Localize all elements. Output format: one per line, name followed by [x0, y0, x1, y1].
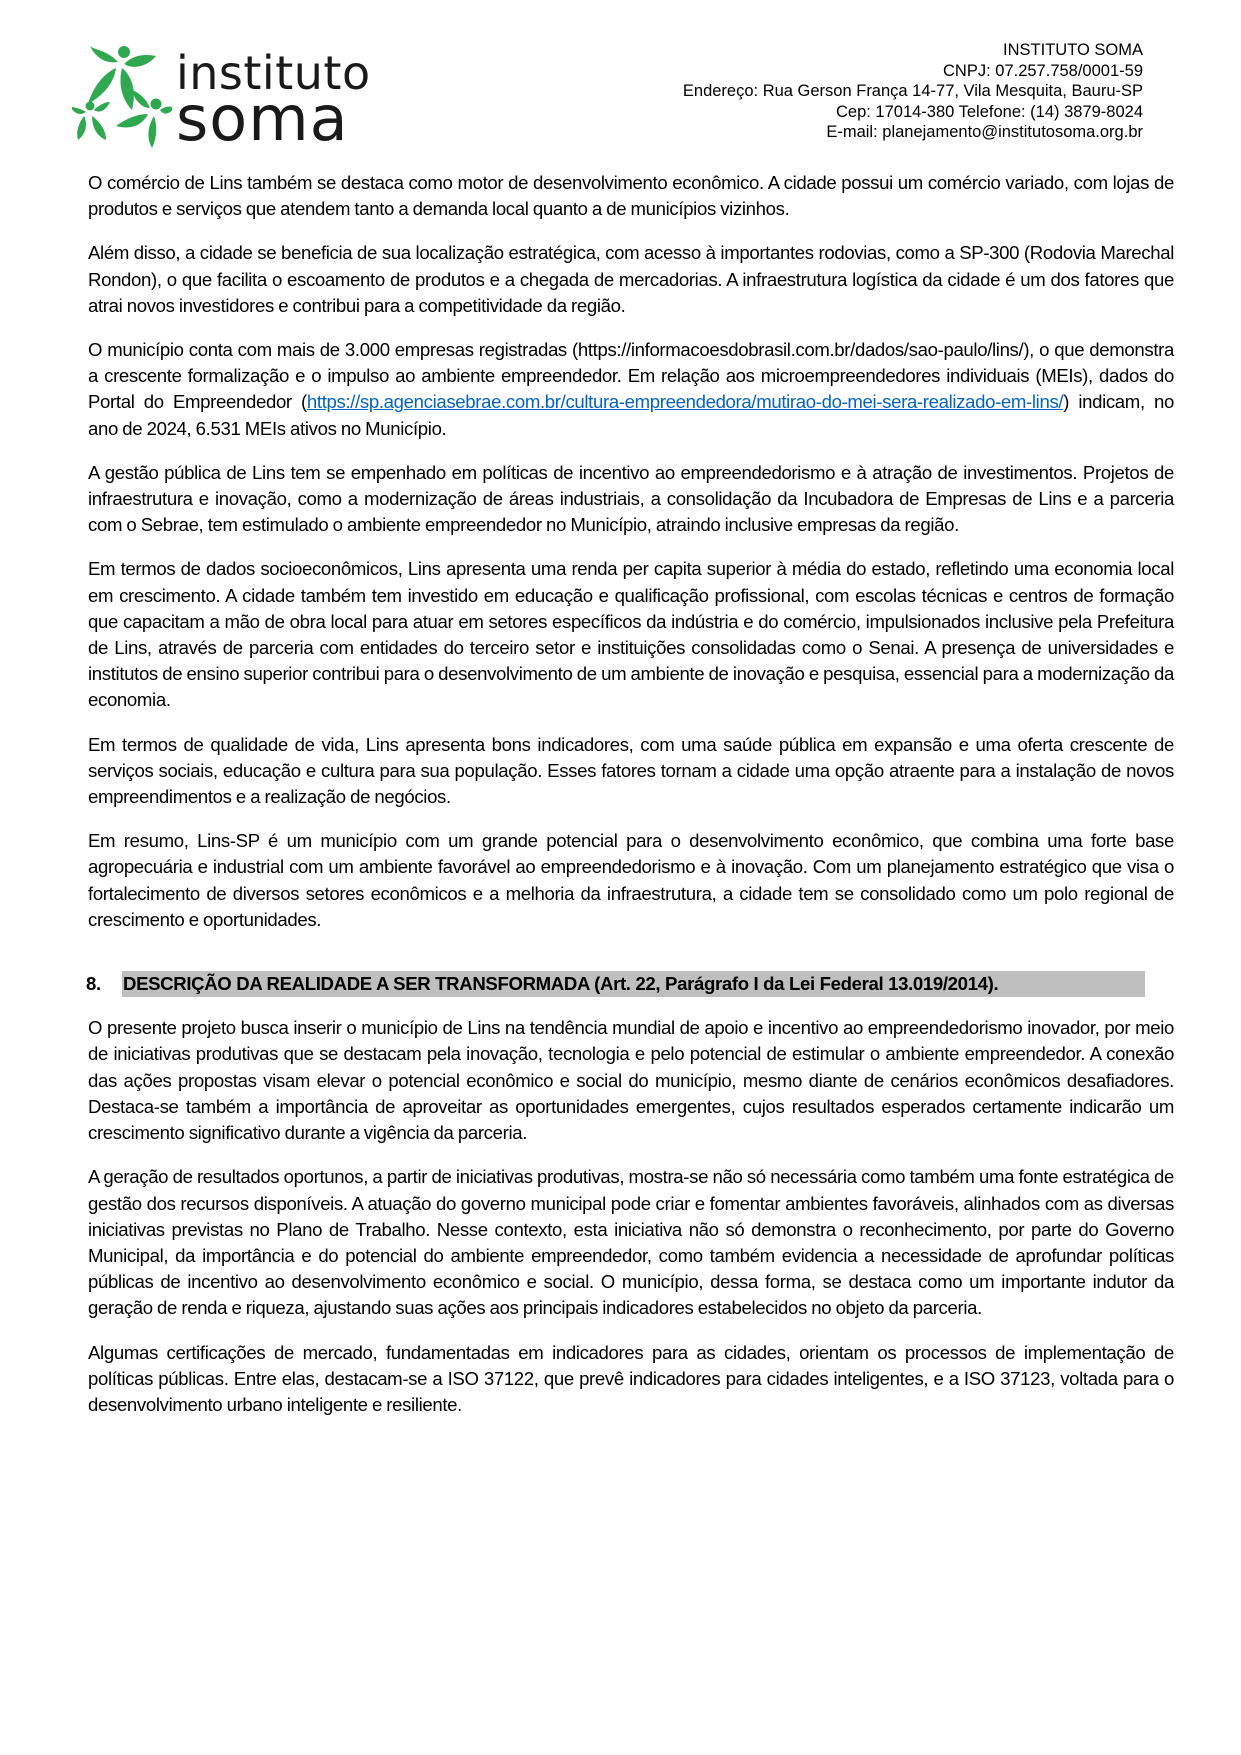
cnpj: CNPJ: 07.257.758/0001-59 [943, 61, 1143, 80]
paragraph-location: Além disso, a cidade se beneficia de sua localização estratégica, com acesso à importantes rodovias, como a SP-300 (Rodovia Marechal Rondon), o que facilita o escoamento de produtos e a chegada de mercadorias. A infraestrutura logística da cidade é um dos fatores que atrai novos investidores e contribui para a competitividade da região. [88, 242, 1174, 316]
leaf-figures-logo-icon [72, 44, 172, 154]
paragraph-companies [88, 337, 1174, 442]
instituto-soma-logo [72, 44, 372, 154]
logo-line-soma: soma [176, 82, 349, 155]
address: Endereço: Rua Gerson França 14-77, Vila Mesquita, Bauru-SP [682, 82, 1143, 100]
letterhead [0, 0, 1241, 155]
document-body [88, 170, 1174, 1436]
paragraph-project-goal: O presente projeto busca inserir o município de Lins na tendência mundial de apoio e incentivo ao empreendedorismo inovador, por meio de iniciativas produtivas que se destacam pela inovação, tecnologia e pelo potencial de estimular o ambiente empreendedor. A conexão das ações propostas visam elevar o potencial econômico e social do município, mesmo diante de cenários econômicos desafiadores. Destaca-se também a importância de aproveitar as oportunidades emergentes, cujos resultados esperados certamente indicarão um crescimento significativo durante a vigência da parceria. [88, 1017, 1174, 1144]
paragraph-companies-text-b: ) indicam, no ano de 2024, 6.531 MEIs ativos no Município. [88, 391, 1174, 439]
section-title: DESCRIÇÃO DA REALIDADE A SER TRANSFORMADA (Art. 22, Parágrafo I da Lei Federal 13.019/2014). [122, 971, 1145, 997]
paragraph-certifications: Algumas certificações de mercado, fundamentadas em indicadores para as cidades, orientam os processos de implementação de políticas públicas. Entre elas, destacam-se a ISO 37122, que prevê indicadores para cidades inteligentes, e a ISO 37123, voltada para o desenvolvimento urbano inteligente e resiliente. [88, 1341, 1174, 1415]
section-number: 8. [86, 973, 101, 995]
logo-line-instituto: instituto [176, 46, 371, 100]
section-heading-8 [86, 971, 1174, 997]
cep-phone: Cep: 17014-380 Telefone: (14) 3879-8024 [835, 102, 1143, 121]
paragraph-results: A geração de resultados oportunos, a partir de iniciativas produtivas, mostra-se não só necessária como também uma fonte estratégica de gestão dos recursos disponíveis. A atuação do governo municipal pode criar e fomentar ambientes favoráveis, alinhados com as diversas iniciativas previstas no Plano de Trabalho. Nesse contexto, esta iniciativa não só demonstra o reconhecimento, por parte do Governo Municipal, da importância e do potencial do ambiente empreendedor, como também evidencia a necessidade de aprofundar políticas públicas de incentivo ao desenvolvimento econômico e social. O município, dessa forma, se destaca como um importante indutor da geração de renda e riqueza, ajustando suas ações aos principais indicadores estabelecidos no objeto da parceria. [88, 1166, 1174, 1319]
paragraph-quality-of-life: Em termos de qualidade de vida, Lins apresenta bons indicadores, com uma saúde pública em expansão e uma oferta crescente de serviços sociais, educação e cultura para sua população. Esses fatores tornam a cidade uma opção atraente para a instalação de novos empreendimentos e a realização de negócios. [88, 733, 1174, 808]
paragraph-companies-text-a: O município conta com mais de 3.000 empresas registradas (https://informacoesdobrasil.com.br/dados/sao-paulo/lins/), o que demonstra a crescente formalização e o impulso ao ambiente empreendedor. Em relação aos microempreendedores individuais (MEIs), dados do Portal do Empreendedor ( [88, 339, 1174, 413]
email: E-mail: planejamento@institutosoma.org.br [826, 123, 1143, 141]
logo-wordmark [176, 46, 371, 155]
paragraph-socioeconomic: Em termos de dados socioeconômicos, Lins apresenta uma renda per capita superior à média do estado, refletindo uma economia local em crescimento. A cidade também tem investido em educação e qualificação profissional, com escolas técnicas e centros de formação que capacitam a mão de obra local para atuar em setores específicos da indústria e do comércio, impulsionados inclusive pela Prefeitura de Lins, através de parceria com entidades do terceiro setor e instituições consolidadas como o Senai. A presença de universidades e institutos de ensino superior contribui para o desenvolvimento de um ambiente de inovação e pesquisa, essencial para a modernização da economia. [88, 558, 1174, 711]
paragraph-public-management: A gestão pública de Lins tem se empenhado em políticas de incentivo ao empreendedorismo e à atração de investimentos. Projetos de infraestrutura e inovação, como a modernização de áreas industriais, a consolidação da Incubadora de Empresas de Lins e a parceria com o Sebrae, tem estimulado o ambiente empreendedor no Município, atraindo inclusive empresas da região. [88, 461, 1174, 536]
sebrae-link[interactable]: https://sp.agenciasebrae.com.br/cultura-empreendedora/mutirao-do-mei-sera-realizado-em-lins/ [306, 391, 1064, 413]
paragraph-summary: Em resumo, Lins-SP é um município com um grande potencial para o desenvolvimento econômico, que combina uma forte base agropecuária e industrial com um ambiente favorável ao empreendedorismo e à inovação. Com um planejamento estratégico que visa o fortalecimento de diversos setores econômicos e a melhoria da infraestrutura, a cidade tem se consolidado como um polo regional de crescimento e oportunidades. [88, 830, 1174, 930]
contact-block [683, 40, 1143, 143]
org-name: INSTITUTO SOMA [1003, 41, 1143, 59]
paragraph-commerce: O comércio de Lins também se destaca como motor de desenvolvimento econômico. A cidade possui um comércio variado, com lojas de produtos e serviços que atendem tanto a demanda local quanto a de municípios vizinhos. [88, 172, 1174, 220]
